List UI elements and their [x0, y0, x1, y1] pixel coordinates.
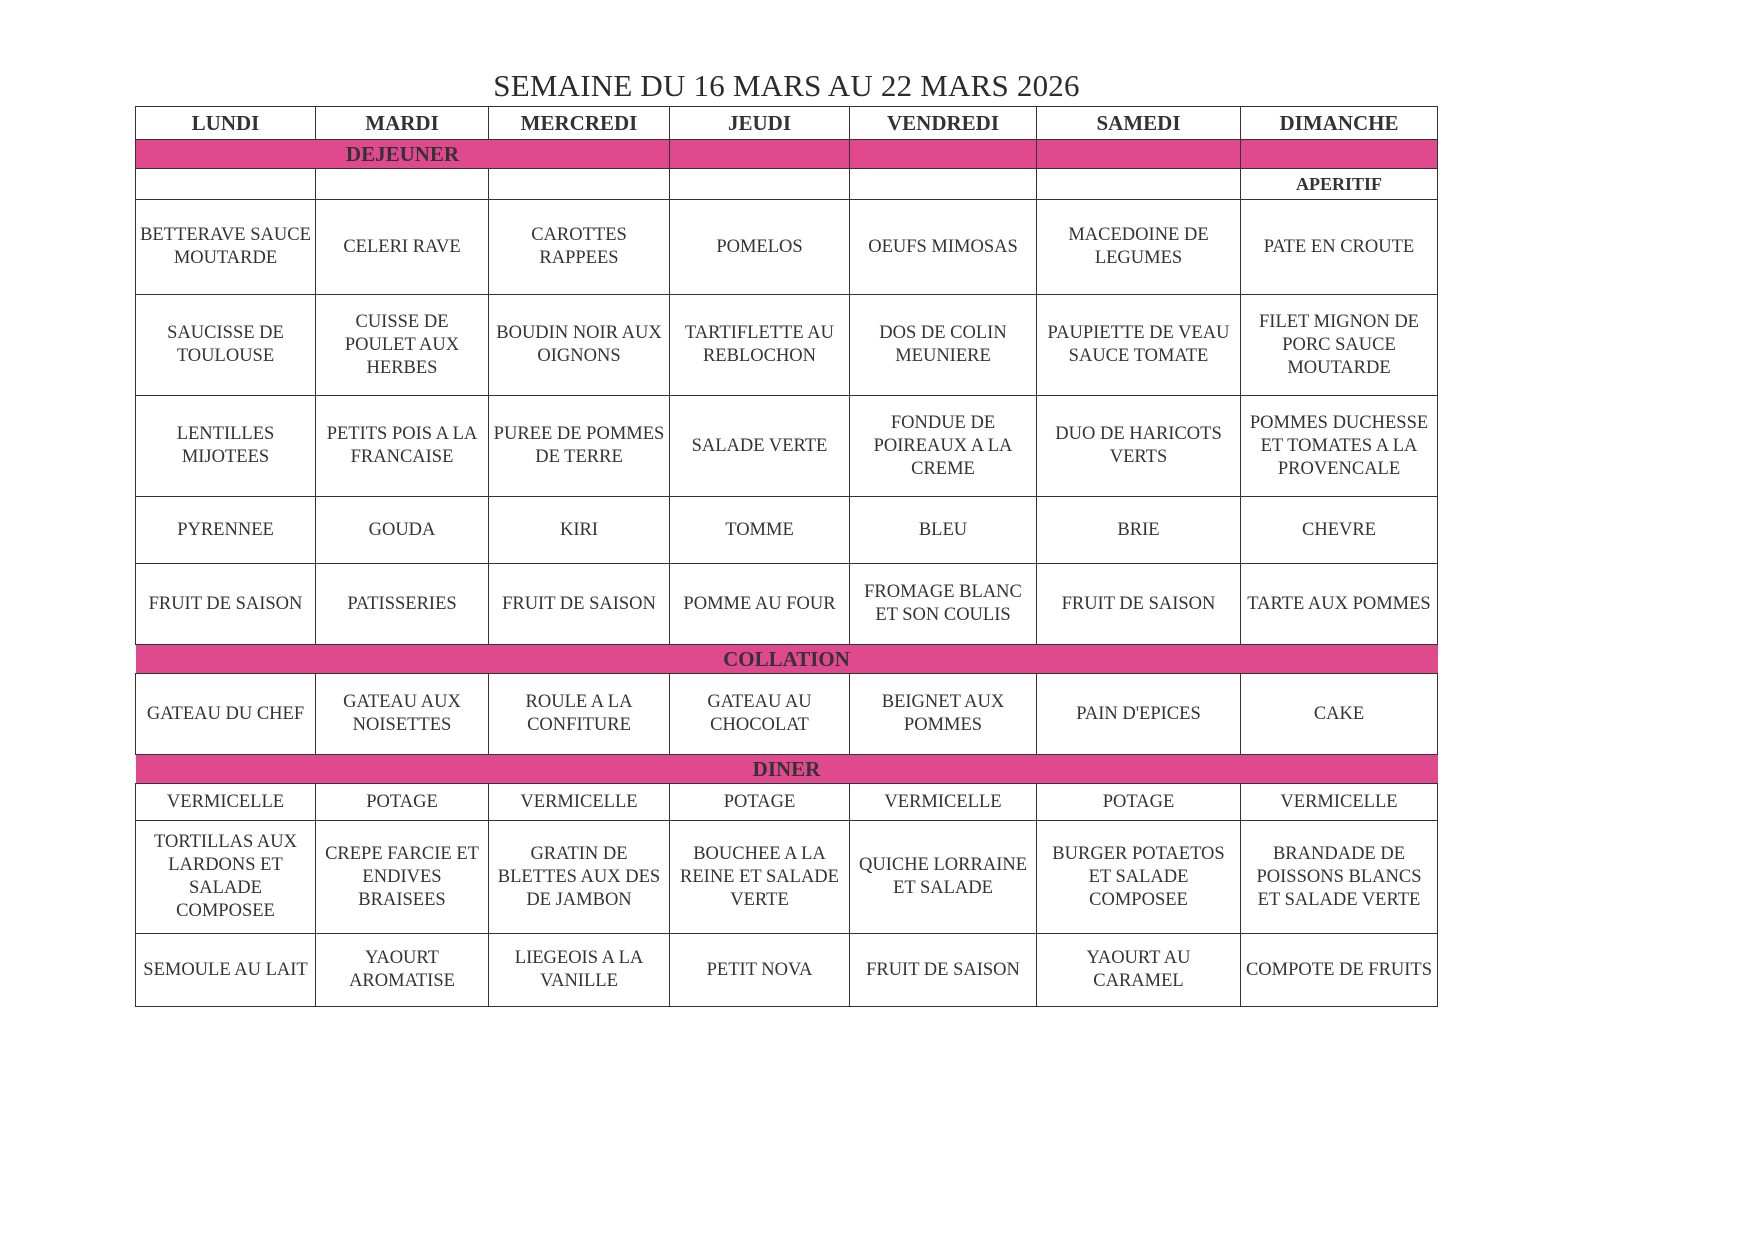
menu-cell: PATISSERIES — [316, 564, 489, 645]
menu-cell: GATEAU DU CHEF — [136, 674, 316, 755]
menu-cell: GRATIN DE BLETTES AUX DES DE JAMBON — [489, 821, 670, 934]
menu-cell: FRUIT DE SAISON — [1037, 564, 1241, 645]
menu-cell: DUO DE HARICOTS VERTS — [1037, 396, 1241, 497]
section-label: DEJEUNER — [136, 140, 670, 169]
day-header-row — [136, 107, 1438, 140]
menu-cell: GATEAU AUX NOISETTES — [316, 674, 489, 755]
menu-cell: POMMES DUCHESSE ET TOMATES A LA PROVENCALE — [1241, 396, 1438, 497]
menu-cell: GOUDA — [316, 497, 489, 564]
menu-cell: VERMICELLE — [850, 784, 1037, 821]
empty-cell — [850, 169, 1037, 200]
menu-cell: TARTIFLETTE AU REBLOCHON — [670, 295, 850, 396]
menu-cell: FRUIT DE SAISON — [136, 564, 316, 645]
menu-row — [136, 564, 1438, 645]
day-header: LUNDI — [136, 107, 316, 140]
menu-cell: BETTERAVE SAUCE MOUTARDE — [136, 200, 316, 295]
day-header: DIMANCHE — [1241, 107, 1438, 140]
menu-cell: FONDUE DE POIREAUX A LA CREME — [850, 396, 1037, 497]
menu-cell: PETITS POIS A LA FRANCAISE — [316, 396, 489, 497]
menu-cell: FILET MIGNON DE PORC SAUCE MOUTARDE — [1241, 295, 1438, 396]
menu-cell: POTAGE — [316, 784, 489, 821]
menu-cell: BOUCHEE A LA REINE ET SALADE VERTE — [670, 821, 850, 934]
weekly-menu-table — [135, 106, 1438, 1007]
menu-cell: SEMOULE AU LAIT — [136, 934, 316, 1007]
menu-row — [136, 784, 1438, 821]
page-title: SEMAINE DU 16 MARS AU 22 MARS 2026 — [493, 68, 1080, 103]
band-cell — [1037, 140, 1241, 169]
day-header: MARDI — [316, 107, 489, 140]
menu-cell: PAUPIETTE DE VEAU SAUCE TOMATE — [1037, 295, 1241, 396]
menu-cell: CAKE — [1241, 674, 1438, 755]
menu-cell: BOUDIN NOIR AUX OIGNONS — [489, 295, 670, 396]
menu-cell: PUREE DE POMMES DE TERRE — [489, 396, 670, 497]
menu-cell: FRUIT DE SAISON — [850, 934, 1037, 1007]
menu-row — [136, 396, 1438, 497]
aperitif-row — [136, 169, 1438, 200]
menu-cell: YAOURT AROMATISE — [316, 934, 489, 1007]
menu-row — [136, 497, 1438, 564]
menu-cell: PAIN D'EPICES — [1037, 674, 1241, 755]
menu-row — [136, 821, 1438, 934]
section-band-dejeuner — [136, 140, 1438, 169]
section-label: DINER — [136, 755, 1438, 784]
aperitif-label: APERITIF — [1241, 169, 1438, 200]
menu-cell: CUISSE DE POULET AUX HERBES — [316, 295, 489, 396]
menu-cell: VERMICELLE — [489, 784, 670, 821]
menu-cell: PATE EN CROUTE — [1241, 200, 1438, 295]
menu-cell: QUICHE LORRAINE ET SALADE — [850, 821, 1037, 934]
menu-cell: OEUFS MIMOSAS — [850, 200, 1037, 295]
menu-cell: FROMAGE BLANC ET SON COULIS — [850, 564, 1037, 645]
band-cell — [850, 140, 1037, 169]
menu-cell: BURGER POTAETOS ET SALADE COMPOSEE — [1037, 821, 1241, 934]
menu-cell: SALADE VERTE — [670, 396, 850, 497]
band-cell — [670, 140, 850, 169]
menu-cell: POTAGE — [670, 784, 850, 821]
empty-cell — [1037, 169, 1241, 200]
menu-cell: TOMME — [670, 497, 850, 564]
menu-cell: PYRENNEE — [136, 497, 316, 564]
menu-cell: BRANDADE DE POISSONS BLANCS ET SALADE VERTE — [1241, 821, 1438, 934]
empty-cell — [489, 169, 670, 200]
day-header: SAMEDI — [1037, 107, 1241, 140]
menu-cell: LIEGEOIS A LA VANILLE — [489, 934, 670, 1007]
menu-cell: VERMICELLE — [136, 784, 316, 821]
empty-cell — [670, 169, 850, 200]
menu-cell: POMELOS — [670, 200, 850, 295]
menu-cell: POTAGE — [1037, 784, 1241, 821]
menu-cell: FRUIT DE SAISON — [489, 564, 670, 645]
menu-row — [136, 295, 1438, 396]
menu-row — [136, 674, 1438, 755]
day-header: MERCREDI — [489, 107, 670, 140]
menu-cell: CELERI RAVE — [316, 200, 489, 295]
menu-cell: COMPOTE DE FRUITS — [1241, 934, 1438, 1007]
menu-cell: GATEAU AU CHOCOLAT — [670, 674, 850, 755]
menu-cell: VERMICELLE — [1241, 784, 1438, 821]
menu-cell: ROULE A LA CONFITURE — [489, 674, 670, 755]
section-band-diner — [136, 755, 1438, 784]
menu-cell: CAROTTES RAPPEES — [489, 200, 670, 295]
menu-cell: CREPE FARCIE ET ENDIVES BRAISEES — [316, 821, 489, 934]
menu-cell: BEIGNET AUX POMMES — [850, 674, 1037, 755]
section-label: COLLATION — [136, 645, 1438, 674]
menu-cell: CHEVRE — [1241, 497, 1438, 564]
menu-cell: BLEU — [850, 497, 1037, 564]
menu-row — [136, 200, 1438, 295]
menu-cell: DOS DE COLIN MEUNIERE — [850, 295, 1037, 396]
empty-cell — [316, 169, 489, 200]
menu-cell: MACEDOINE DE LEGUMES — [1037, 200, 1241, 295]
band-cell — [1241, 140, 1438, 169]
menu-cell: TORTILLAS AUX LARDONS ET SALADE COMPOSEE — [136, 821, 316, 934]
empty-cell — [136, 169, 316, 200]
menu-cell: YAOURT AU CARAMEL — [1037, 934, 1241, 1007]
menu-cell: TARTE AUX POMMES — [1241, 564, 1438, 645]
menu-cell: SAUCISSE DE TOULOUSE — [136, 295, 316, 396]
menu-cell: KIRI — [489, 497, 670, 564]
menu-row — [136, 934, 1438, 1007]
menu-cell: LENTILLES MIJOTEES — [136, 396, 316, 497]
menu-cell: POMME AU FOUR — [670, 564, 850, 645]
day-header: VENDREDI — [850, 107, 1037, 140]
section-band-collation — [136, 645, 1438, 674]
day-header: JEUDI — [670, 107, 850, 140]
menu-cell: PETIT NOVA — [670, 934, 850, 1007]
menu-cell: BRIE — [1037, 497, 1241, 564]
